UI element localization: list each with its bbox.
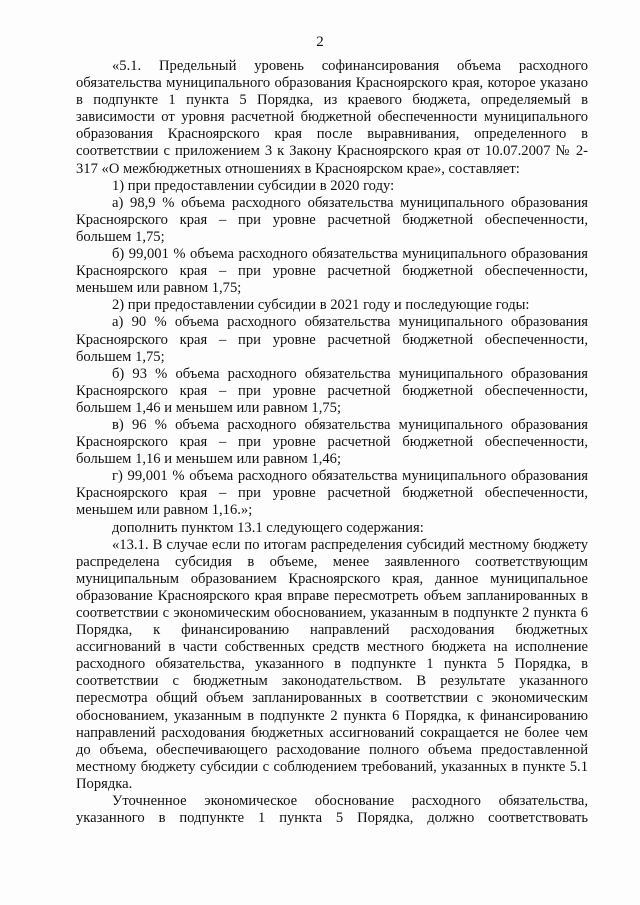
document-body (76, 58, 588, 827)
paragraph-refined-justification: Уточненное экономическое обоснование расходного обязательства, указанного в подпункте 1 пункта 5 Порядка, должно соответствовать (76, 793, 588, 827)
paragraph-item-2a: а) 90 % объема расходного обязательства муниципального образования Красноярского края – при уровне расчетной бюджетной обеспеченности, большем 1,75; (76, 314, 588, 365)
paragraph-item-2d: г) 99,001 % объема расходного обязательства муниципального образования Красноярского края – при уровне расчетной бюджетной обеспеченности, меньшем или равном 1,16.»; (76, 468, 588, 519)
paragraph-add-13-1: дополнить пунктом 13.1 следующего содержания: (112, 519, 424, 536)
paragraph-item-2b: б) 93 % объема расходного обязательства муниципального образования Красноярского края – при уровне расчетной бюджетной обеспеченности, большем 1,46 и меньшем или равном 1,75; (76, 365, 588, 416)
paragraph-item-2c: в) 96 % объема расходного обязательства муниципального образования Красноярского края – при уровне расчетной бюджетной обеспеченности, большем 1,16 и меньшем или равном 1,46; (76, 416, 588, 468)
paragraph-13-1: «13.1. В случае если по итогам распределения субсидий местному бюджету распределена субсидия в объеме, менее заявленного соответствующим муниципальным образованием Красноярского края, данное муниципальное образование Красноярского края вправе пересмотреть объем запланированных в соответствии с экономическим обоснованием, указанным в подпункте 2 пункта 6 Порядка, к финансированию направлений расходования бюджетных ассигнований в части собственных средств местного бюджета на исполнение расходного обязательства, указанного в подпункте 1 пункта 5 Порядка, в соответствии с бюджетным законодательством. В результате указанного пересмотра общий объем запланированных в соответствии с экономическим обоснованием, указанным в подпункте 2 пункта 6 Порядка, к финансированию направлений расходования бюджетных ассигнований сокращается не более чем до объема, обеспечивающего расходование полного объема предоставленной местному бюджету субсидии с соблюдением требований, указанных в пункте 5.1 Порядка. (76, 536, 588, 792)
paragraph-item-1b: б) 99,001 % объема расходного обязательства муниципального образования Красноярского края – при уровне расчетной бюджетной обеспеченности, меньшем или равном 1,75; (76, 246, 588, 297)
paragraph-item-1-2020: 1) при предоставлении субсидии в 2020 году: (112, 177, 395, 194)
paragraph-item-2-2021: 2) при предоставлении субсидии в 2021 году и последующие годы: (112, 297, 530, 314)
paragraph-5-1-intro: «5.1. Предельный уровень софинансирования объема расходного обязательства муниципального образования Красноярского края, которое указано в подпункте 1 пункта 5 Порядка, из краевого бюджета, определяемый в зависимости от уровня расчетной бюджетной обеспеченности муниципального образования Красноярского края после выравнивания, определенного в соответствии с приложением 3 к Закону Красноярского края от 10.07.2007 № 2-317 «О межбюджетных отношениях в Красноярском крае», составляет: (76, 58, 588, 177)
paragraph-item-1a: а) 98,9 % объема расходного обязательства муниципального образования Красноярского края – при уровне расчетной бюджетной обеспеченности, большем 1,75; (76, 194, 588, 245)
page-number: 2 (316, 34, 324, 50)
